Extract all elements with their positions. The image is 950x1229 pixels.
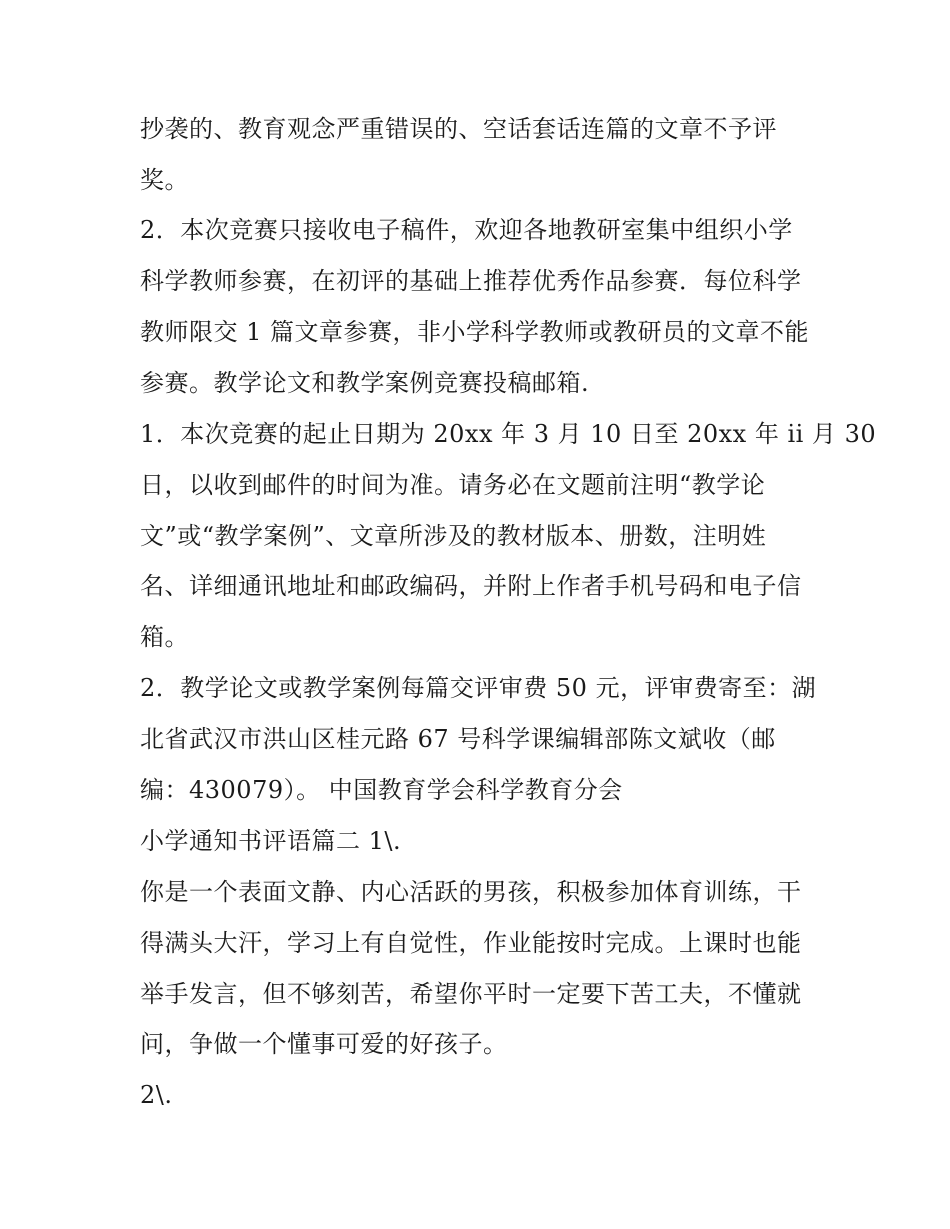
text-line: 参赛。教学论文和教学案例竞赛投稿邮箱. — [140, 369, 590, 397]
text-line: 箱。 — [140, 623, 189, 651]
text-line: 举手发言，但不够刻苦，希望你平时一定要下苦工夫，不懂就 — [140, 980, 802, 1008]
text-line: 北省武汉市洪山区桂元路 67 号科学课编辑部陈文斌收（邮 — [140, 725, 776, 753]
text-line: 问，争做一个懂事可爱的好孩子。 — [140, 1030, 508, 1058]
text-line: 抄袭的、教育观念严重错误的、空话套话连篇的文章不予评 — [140, 115, 777, 143]
list-marker: 2\. — [140, 1081, 173, 1109]
text-line: 名、详细通讯地址和邮政编码，并附上作者手机号码和电子信 — [140, 572, 802, 600]
text-line: 教师限交 1 篇文章参赛，非小学科学教师或教研员的文章不能 — [140, 318, 810, 346]
text-line: 文”或“教学案例”、文章所涉及的教材版本、册数，注明姓 — [140, 522, 767, 550]
text-line: 你是一个表面文静、内心活跃的男孩，积极参加体育训练，干 — [140, 878, 802, 906]
text-line: 奖。 — [140, 166, 189, 194]
text-line: 日，以收到邮件的时间为准。请务必在文题前注明“教学论 — [140, 471, 766, 499]
text-line: 得满头大汗，学习上有自觉性，作业能按时完成。上课时也能 — [140, 929, 802, 957]
section-heading: 小学通知书评语篇二 1\. — [140, 827, 402, 855]
text-line: 1．本次竞赛的起止日期为 20xx 年 3 月 10 日至 20xx 年 ii 月 30 — [140, 420, 877, 448]
text-line: 2．教学论文或教学案例每篇交评审费 50 元，评审费寄至：湖 — [140, 674, 817, 702]
text-line: 编：430079）。 中国教育学会科学教育分会 — [140, 776, 623, 804]
text-line: 科学教师参赛，在初评的基础上推荐优秀作品参赛．每位科学 — [140, 267, 802, 295]
text-line: 2．本次竞赛只接收电子稿件，欢迎各地教研室集中组织小学 — [140, 216, 793, 244]
